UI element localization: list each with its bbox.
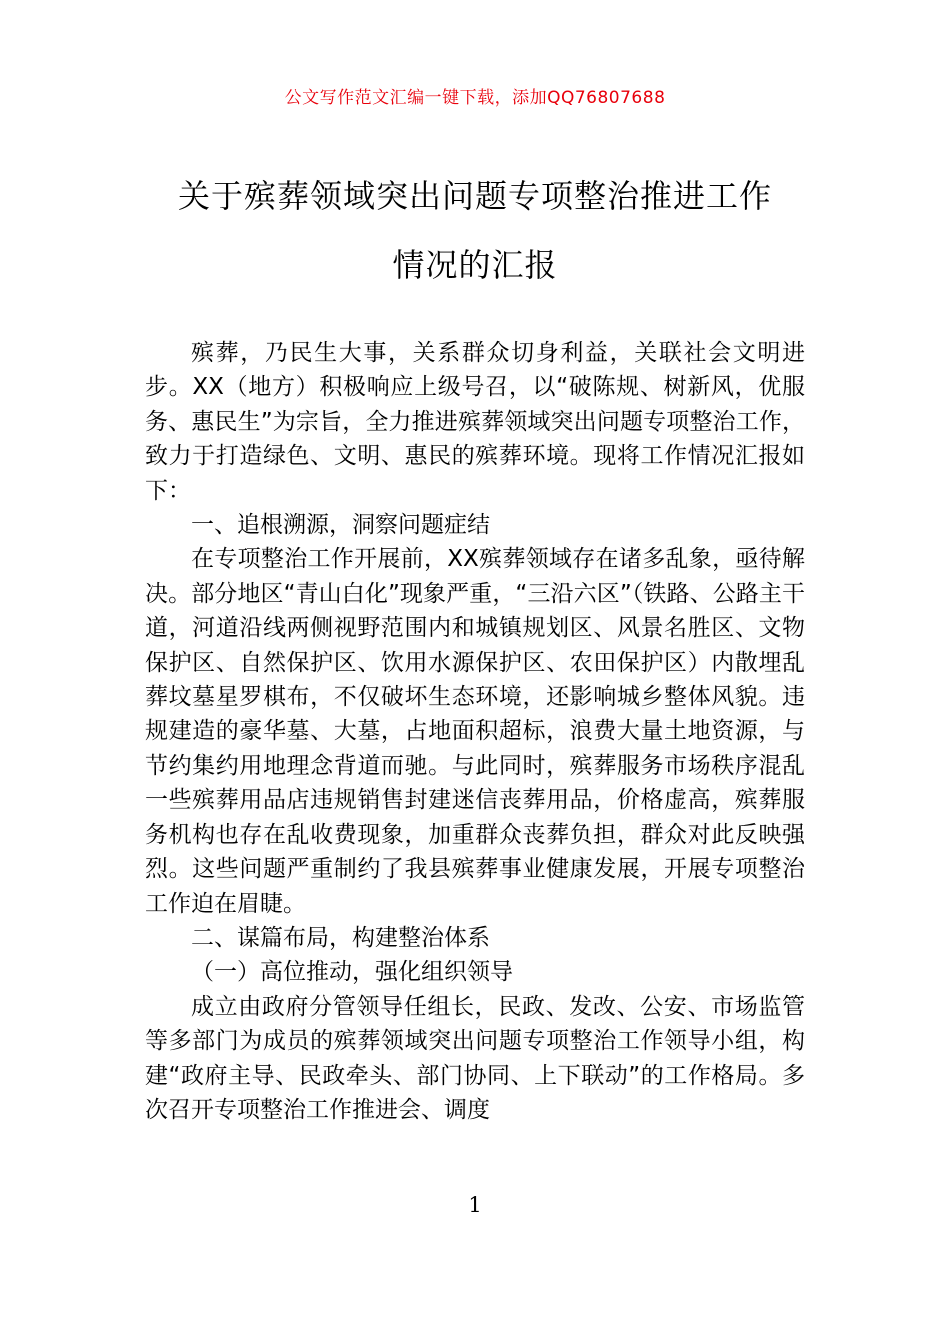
- document-title-line-2: 情况的汇报: [392, 246, 558, 284]
- subsection-heading-1: （一）高位推动，强化组织领导: [191, 959, 513, 986]
- body-paragraph: 成立由政府分管领导任组长，民政、发改、公安、市场监管等多部门为成员的殡葬领域突出问题专项整治工作领导小组，构建“政府主导、民政牵头、部门协同、上下联动”的工作格局。多次召开专项整治工作推进会、调度: [145, 993, 805, 1123]
- page-number: 1: [468, 1193, 482, 1217]
- watermark-text: 公文写作范文汇编一键下载，添加QQ76807688: [284, 88, 666, 108]
- intro-paragraph: 殡葬，乃民生大事，关系群众切身利益，关联社会文明进步。XX（地方）积极响应上级号召，以“破陈规、树新风，优服务、惠民生”为宗旨，全力推进殡葬领域突出问题专项整治工作，致力于打造绿色、文明、惠民的殡葬环境。现将工作情况汇报如下：: [145, 340, 805, 504]
- document-body: [145, 336, 805, 1127]
- section-heading-2: 二、谋篇布局，构建整治体系: [191, 924, 490, 951]
- document-title-line-1: 关于殡葬领域突出问题专项整治推进工作: [177, 177, 772, 215]
- section-heading-1: 一、追根溯源，洞察问题症结: [191, 512, 490, 539]
- body-paragraph: 在专项整治工作开展前，XX殡葬领域存在诸多乱象，亟待解决。部分地区“青山白化”现象严重，“三沿六区”（铁路、公路主干道，河道沿线两侧视野范围内和城镇规划区、风景名胜区、文物保护区、自然保护区、饮用水源保护区、农田保护区）内散埋乱葬坟墓星罗棋布，不仅破坏生态环境，还影响城乡整体风貌。违规建造的豪华墓、大墓，占地面积超标，浪费大量土地资源，与节约集约用地理念背道而驰。与此同时，殡葬服务市场秩序混乱一些殡葬用品店违规销售封建迷信丧葬用品，价格虚高，殡葬服务机构也存在乱收费现象，加重群众丧葬负担，群众对此反映强烈。这些问题严重制约了我县殡葬事业健康发展，开展专项整治工作迫在眉睫。: [145, 546, 805, 917]
